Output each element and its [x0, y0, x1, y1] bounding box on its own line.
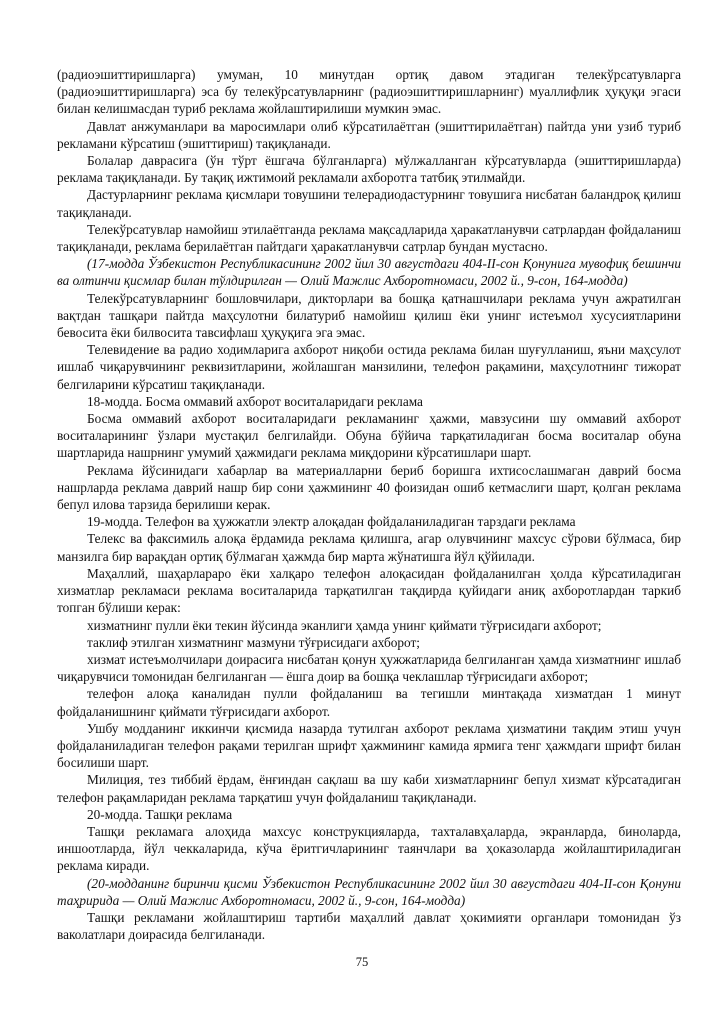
- list-item: таклиф этилган хизматнинг мазмуни тўғрисидаги ахборот;: [87, 634, 420, 650]
- paragraph: Ташқи рекламани жойлаштириш тартиби маҳаллий давлат ҳокимияти органлари томонидан ўз ваколатлари доирасида белгиланади.: [57, 909, 681, 943]
- paragraph: Босма оммавий ахборот воситаларидаги рекламанинг ҳажми, мавзусини шу оммавий ахборот воситаларининг ўзлари мустақил белгилайди. Обуна бўйича тарқатиладиган босма воситалар обуна шартларида нашрнинг умумий ҳажмидаги реклама миқдорини кўрсатишлари шарт.: [57, 411, 681, 461]
- amendment-note: (20-модданинг биринчи қисми Ўзбекистон Республикасининг 2002 йил 30 августдаги 404-II-сон Қонуни таҳририда — Олий Мажлис Ахборотномаси, 2002 й., 9-сон, 164-модда): [57, 875, 681, 908]
- article-heading-20: 20-модда. Ташқи реклама: [87, 806, 233, 822]
- article-heading-19: 19-модда. Телефон ва ҳужжатли электр алоқадан фойдаланиладиган тарздаги реклама: [87, 514, 576, 530]
- paragraph: Телекўрсатувларнинг бошловчилари, дикторлари ва бошқа қатнашчилари реклама учун ажратилган вақтдан ташқари пайтда маҳсулотни билатуриб намойиш қилиш ёки унинг истеъмол хусусиятларини бевосита ёки билвосита тавсифлаш ҳуқуқига эга эмас.: [57, 290, 681, 341]
- paragraph: Дастурларнинг реклама қисмлари товушини телерадиодастурнинг товушига нисбатан баландроқ қилиш тақиқланади.: [57, 187, 681, 220]
- paragraph: Телекс ва факсимиль алоқа ёрдамида реклама қилишга, агар олувчининг махсус сўрови бўлмаса, бир манзилга бир варақдан ортиқ бўлмаган ҳажмда бир марта жўнатишга йўл қўйилади.: [57, 531, 681, 564]
- paragraph: Ташқи рекламага алоҳида махсус конструкцияларда, тахталавҳаларда, экранларда, биноларда, иншоотларда, йўл чеккаларида, кўча ёритгичларининг таянчлари ва ҳоказоларда жойлаштириладиган реклама киради.: [57, 823, 681, 874]
- paragraph: Давлат анжуманлари ва маросимлари олиб кўрсатилаётган (эшиттирилаётган) пайтда уни узиб туриб рекламани кўрсатиш (эшиттириш) тақиқланади.: [57, 118, 681, 151]
- list-item: телефон алоқа каналидан пулли фойдаланиш ва тегишли минтақада хизматдан 1 минут фойдаланишнинг қиймати тўғрисидаги ахборот.: [57, 686, 681, 719]
- paragraph: Маҳаллий, шаҳарлараро ёки халқаро телефон алоқасидан фойдаланилган ҳолда кўрсатиладиган хизматлар рекламаси реклама воситаларида тарқатилган тақдирда қуйидаги аниқ ахборотлардан таркиб топган бўлиши керак:: [57, 565, 681, 616]
- paragraph: Милиция, тез тиббий ёрдам, ёнғиндан сақлаш ва шу каби хизматларнинг бепул хизмат кўрсатадиган телефон рақамларидан реклама тарқатиш учун фойдаланиш тақиқланади.: [57, 772, 681, 805]
- amendment-note: (17-модда Ўзбекистон Республикасининг 2002 йил 30 августдаги 404-II-сон Қонунига мувофиқ бешинчи ва олтинчи қисмлар билан тўлдирилган — Олий Мажлис Ахборотномаси, 2002 й., 9-сон, 164-модда): [57, 256, 681, 289]
- paragraph-continued: (радиоэшиттиришларга) умуман, 10 минутдан ортиқ давом этадиган телекўрсатувларга (радиоэшиттиришларга) эса бу телекўрсатувларнинг (радиоэшиттиришларнинг) муаллифлик ҳуқуқи эгаси билан келишмасдан туриб реклама жойлаштирилиши мумкин эмас.: [57, 67, 681, 117]
- list-item: хизматнинг пулли ёки текин йўсинда эканлиги ҳамда унинг қиймати тўғрисидаги ахборот;: [87, 617, 602, 633]
- paragraph: Телекўрсатувлар намойиш этилаётганда реклама мақсадларида ҳаракатланувчи сатрлардан фойдаланиш тақиқланади, реклама берилаётган пайтдаги ҳаракатланувчи сатрлар бундан мустасно.: [57, 221, 681, 255]
- page-number: 75: [355, 955, 369, 969]
- paragraph: Болалар даврасига (ўн тўрт ёшгача бўлганларга) мўлжалланган кўрсатувларда (эшиттиришларда) реклама тақиқланади. Бу тақиқ ижтимоий рекламали ахборотга татбиқ этилмайди.: [57, 153, 681, 186]
- document-body: [57, 66, 681, 943]
- paragraph: Реклама йўсинидаги хабарлар ва материалларни бериб боришга ихтисослашмаган даврий босма нашрларда реклама даврий нашр бир сони ҳажмининг 40 фоизидан ошиб кетмаслиги шарт, қолган реклама бепул илова тарзида берилиши керак.: [57, 462, 681, 513]
- paragraph: Ушбу модданинг иккинчи қисмида назарда тутилган ахборот реклама ҳизматини тақдим этиш учун фойдаланиладиган телефон рақами терилган шрифт ҳажмининг камида ярмига тенг ҳажмдаги шрифт билан босилиши шарт.: [57, 720, 681, 771]
- list-item: хизмат истеъмолчилари доирасига нисбатан қонун ҳужжатларида белгиланган ҳамда хизматнинг ишлаб чиқарувчиси томонидан белгиланган — ёшга доир ва бошқа чеклашлар тўғрисидаги ахборот;: [57, 651, 681, 685]
- paragraph: Телевидение ва радио ходимларига ахборот ниқоби остида реклама билан шуғулланиш, яъни маҳсулот ишлаб чиқарувчининг реквизитларини, жойлашган манзилини, телефон рақамини, маҳсулотнинг тижорат белгиларини кўрсатиш тақиқланади.: [57, 342, 681, 392]
- article-heading-18: 18-модда. Босма оммавий ахборот воситаларидаги реклама: [87, 393, 423, 409]
